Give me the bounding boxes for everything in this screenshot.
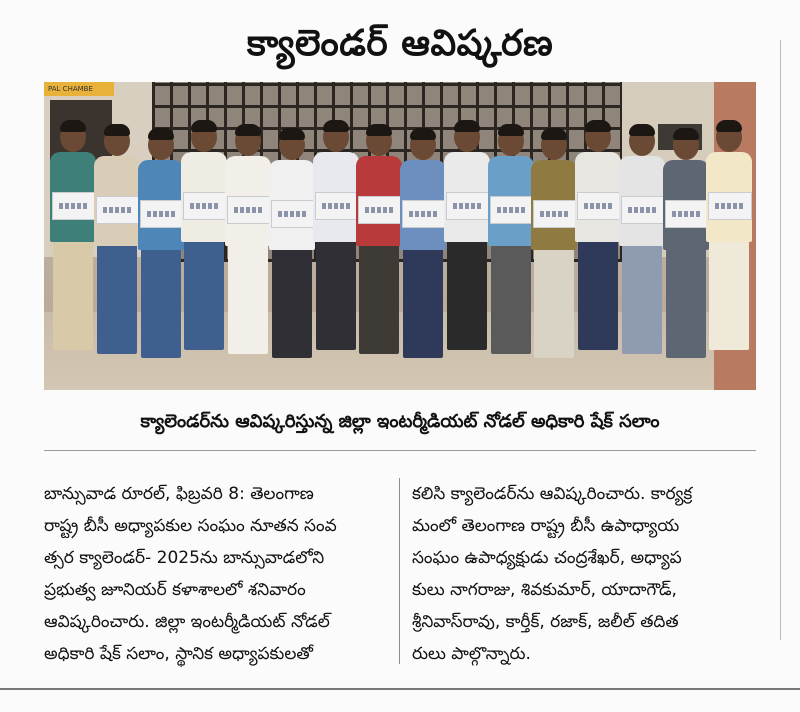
person-hair [148, 128, 174, 140]
person-legs [228, 244, 268, 354]
person-legs [491, 244, 531, 354]
person-hair [410, 128, 436, 140]
person-hair [104, 124, 130, 136]
person-hair [60, 120, 86, 132]
body-line: అధికారి షేక్ సలాం, స్థానిక అధ్యాపకులతో [44, 644, 313, 664]
calendar-card [358, 196, 402, 224]
person-legs [53, 240, 93, 350]
calendar-card [533, 200, 577, 228]
body-line: సంఘం ఉపాధ్యక్షుడు చంద్రశేఖర్, అధ్యాప [412, 548, 682, 568]
person-hair [673, 128, 699, 140]
person-hair [323, 120, 349, 132]
person-hair [366, 124, 392, 136]
person-legs [141, 248, 181, 358]
body-line: కులు నాగరాజు, శివకుమార్, యాదాగౌడ్, [412, 580, 677, 600]
person-legs [534, 248, 574, 358]
calendar-card [577, 192, 621, 220]
person-legs [184, 240, 224, 350]
person-hair [454, 120, 480, 132]
person-legs [316, 240, 356, 350]
person-legs [359, 244, 399, 354]
body-line: ఆవిష్కరించారు. జిల్లా ఇంటర్మీడియట్ నోడల్ [44, 612, 330, 632]
person-hair [629, 124, 655, 136]
bottom-rule [0, 688, 800, 690]
calendar-card [227, 196, 271, 224]
calendar-card [271, 200, 315, 228]
person-legs [272, 248, 312, 358]
calendar-card [315, 192, 359, 220]
calendar-card [446, 192, 490, 220]
body-line: రాష్ట్ర బీసీ అధ్యాపకుల సంఘం నూతన సంవ [44, 516, 337, 536]
person-hair [191, 120, 217, 132]
person-hair [279, 128, 305, 140]
person-legs [709, 240, 749, 350]
person-hair [541, 128, 567, 140]
headline: క్యాలెండర్ ఆవిష్కరణ [246, 23, 554, 64]
body-line: బాన్సువాడ రూరల్, ఫిబ్రవరి 8: తెలంగాణ [44, 484, 314, 504]
person-legs [622, 244, 662, 354]
calendar-card [665, 200, 709, 228]
body-line: త్సర క్యాలెండర్- 2025ను బాన్సువాడలోని [44, 548, 325, 568]
calendar-card [183, 192, 227, 220]
calendar-card [52, 192, 96, 220]
body-line: శ్రీనివాస్‌రావు, కార్తీక్, రజాక్, జలీల్ తదిత [412, 612, 679, 632]
calendar-card [621, 196, 665, 224]
caption-divider [44, 450, 756, 451]
calendar-card [140, 200, 184, 228]
person-hair [235, 124, 261, 136]
calendar-card [402, 200, 446, 228]
news-photo [44, 82, 756, 390]
person-legs [666, 248, 706, 358]
photo-caption: క్యాలెండర్‌ను ఆవిష్కరిస్తున్న జిల్లా ఇంటర్మీడియట్ నోడల్ అధికారి షేక్ సలాం [140, 410, 660, 432]
person-legs [97, 244, 137, 354]
column-divider [399, 478, 400, 664]
person-hair [498, 124, 524, 136]
person-legs [403, 248, 443, 358]
body-line: ప్రభుత్వ జూనియర్ కళాశాలలో శనివారం [44, 580, 306, 600]
column-rule-right [780, 40, 781, 640]
person-hair [585, 120, 611, 132]
person-legs [578, 240, 618, 350]
body-line: కలిసి క్యాలెండర్‌ను ఆవిష్కరించారు. కార్యక్ర [412, 484, 693, 504]
body-line: రులు పాల్గొన్నారు. [412, 644, 531, 664]
calendar-card [490, 196, 534, 224]
photo-sign: PAL CHAMBE [44, 82, 114, 96]
calendar-card [96, 196, 140, 224]
article-body-right-column [412, 478, 758, 670]
person-legs [447, 240, 487, 350]
article-body-left-column [44, 478, 390, 670]
body-line: మంలో తెలంగాణ రాష్ట్ర బీసీ ఉపాధ్యాయ [412, 516, 680, 536]
person-hair [716, 120, 742, 132]
calendar-card [708, 192, 752, 220]
